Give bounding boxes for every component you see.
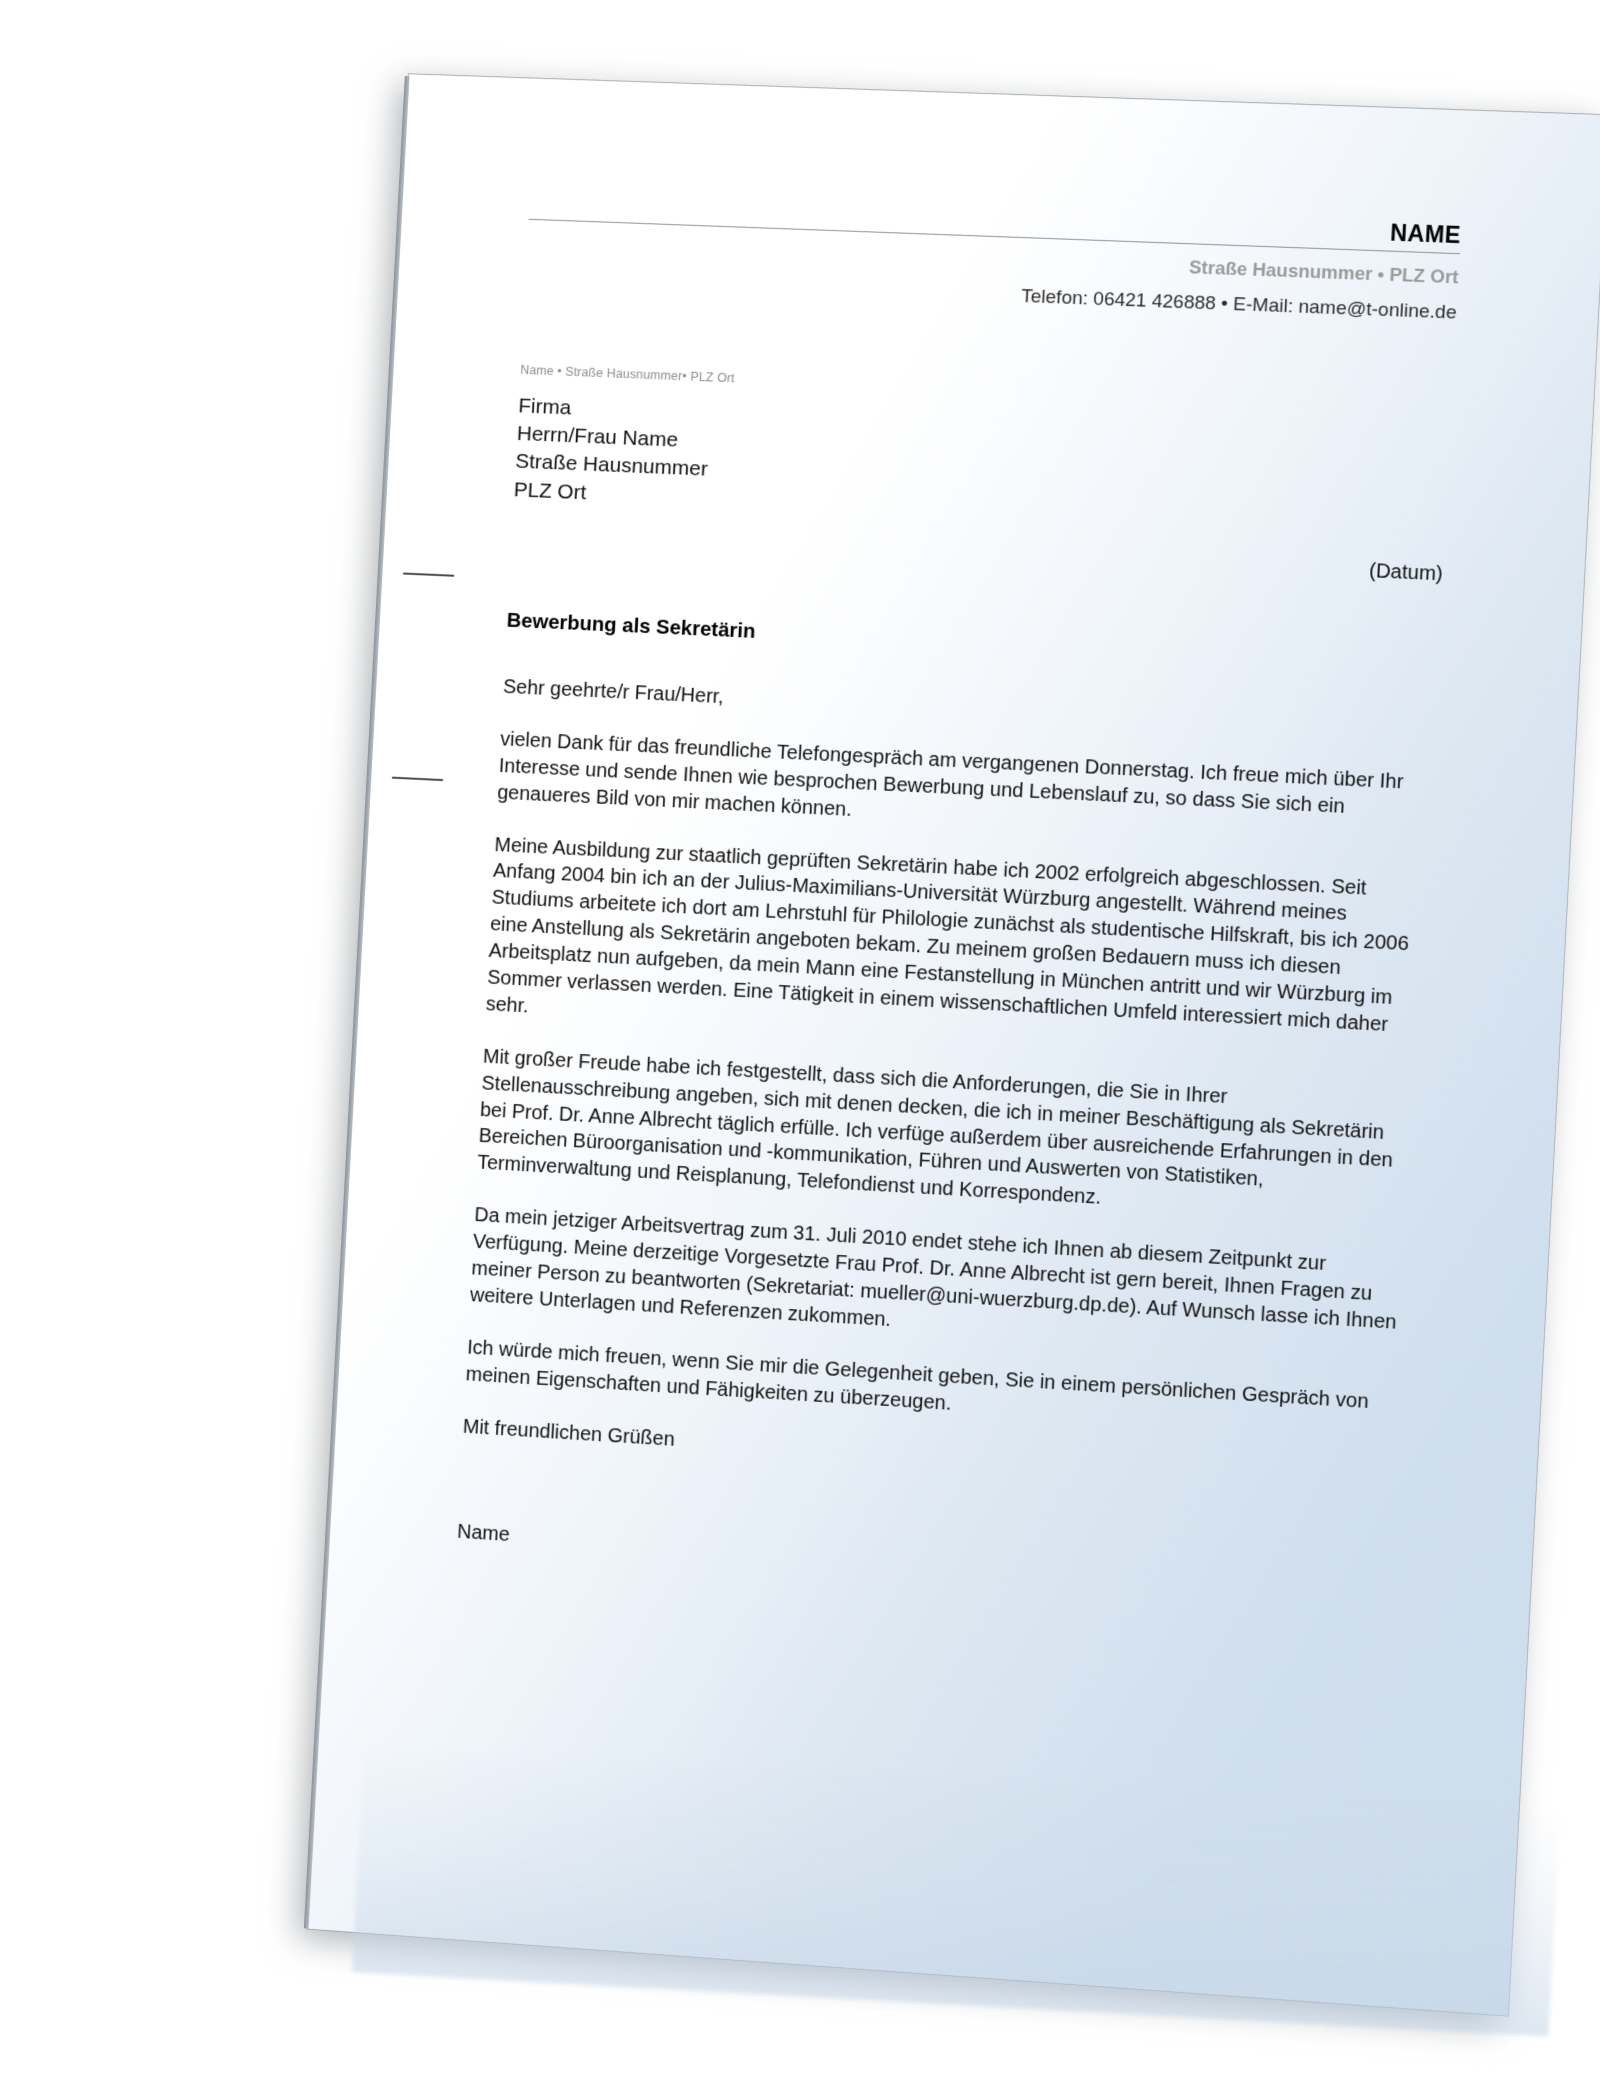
body-paragraph-4: Da mein jetziger Arbeitsvertrag zum 31. Juli 2010 endet stehe ich Ihnen ab diesem Zeitpunkt zur Verfügung. Meine derzeitige Vorgesetzte Frau Prof. Dr. Anne Albrecht ist gern bereit, Ihnen Fragen zu meiner Person zu beantworten (Sekretariat: mueller@uni-wuerzburg.dp.de). Auf Wunsch lasse ich Ihnen weitere Unterlagen und Referenzen zukommen. [469, 1204, 1398, 1334]
letterhead-name: NAME [1389, 219, 1462, 249]
fold-mark-lower [392, 777, 443, 781]
body-paragraph-1: vielen Dank für das freundliche Telefongespräch am vergangenen Donnerstag. Ich freue mich über Ihr Interesse und sende Ihnen wie besprochen Bewerbung und Lebenslauf zu, so dass Sie sich ein genaueres Bild von mir machen können. [496, 728, 1405, 821]
subject-line: Bewerbung als Sekretärin [506, 608, 757, 643]
date-field: (Datum) [1368, 560, 1444, 586]
signature-name: Name [456, 1521, 511, 1547]
letter-body [455, 674, 1435, 1632]
body-paragraph-3: Mit großer Freude habe ich festgestellt, dass sich die Anforderungen, die Sie in Ihrer Stellenausschreibung angeben, sich mit denen decken, die ich in meiner Beschäftigung als Sekretärin bei Prof. Dr. Anne Albrecht täglich erfülle. Ich verfüge außerdem über ausreichende Erfahrungen in den Bereichen Büroorganisation und -kommunikation, Führen und Auswerten von Statistiken, Terminverwaltung und Reisplanung, Telefondienst und Korrespondenz. [476, 1045, 1394, 1210]
letter-page [308, 74, 1600, 2015]
salutation: Sehr geehrte/r Frau/Herr, [502, 676, 725, 709]
body-paragraph-5: Ich würde mich freuen, wenn Sie mir die Gelegenheit geben, Sie in einem persönlichen Gespräch von meinen Eigenschaften und Fähigkeiten zu überzeugen. [465, 1336, 1370, 1415]
recipient-line-street: Straße Hausnummer [514, 450, 709, 482]
fold-mark-upper [403, 573, 454, 577]
letterhead [525, 189, 1462, 327]
recipient-address-block [513, 393, 711, 513]
letterhead-address: Straße Hausnummer • PLZ Ort [1188, 256, 1460, 288]
recipient-line-person: Herrn/Frau Name [516, 422, 679, 452]
recipient-line-company: Firma [517, 394, 572, 420]
paper-page-wrapper [308, 74, 1600, 2015]
recipient-line-city: PLZ Ort [513, 478, 587, 504]
body-paragraph-2: Meine Ausbildung zur staatlich geprüften Sekretärin habe ich 2002 erfolgreich abgeschlossen. Seit Anfang 2004 bin ich an der Julius-Maximilians-Universität Würzburg angestellt. Während meines Studiums arbeitete ich dort am Lehrstuhl für Philologie zunächst als studentische Hilfskraft, bis ich 2006 eine Anstellung als Sekretärin angeboten bekam. Zu meinem großen Bedauern muss ich diesen Arbeitsplatz nun aufgeben, da mein Mann eine Festanstellung in München antritt und wir Würzburg im Sommer verlassen werden. Eine Tätigkeit in einem wissenschaftlichen Umfeld interessiert mich daher sehr. [485, 833, 1410, 1037]
letterhead-contact: Telefon: 06421 426888 • E-Mail: name@t-online.de [1020, 285, 1458, 324]
closing-line: Mit freundlichen Grüßen [462, 1415, 676, 1451]
sender-return-line: Name • Straße Hausnummer• PLZ Ort [520, 362, 736, 386]
